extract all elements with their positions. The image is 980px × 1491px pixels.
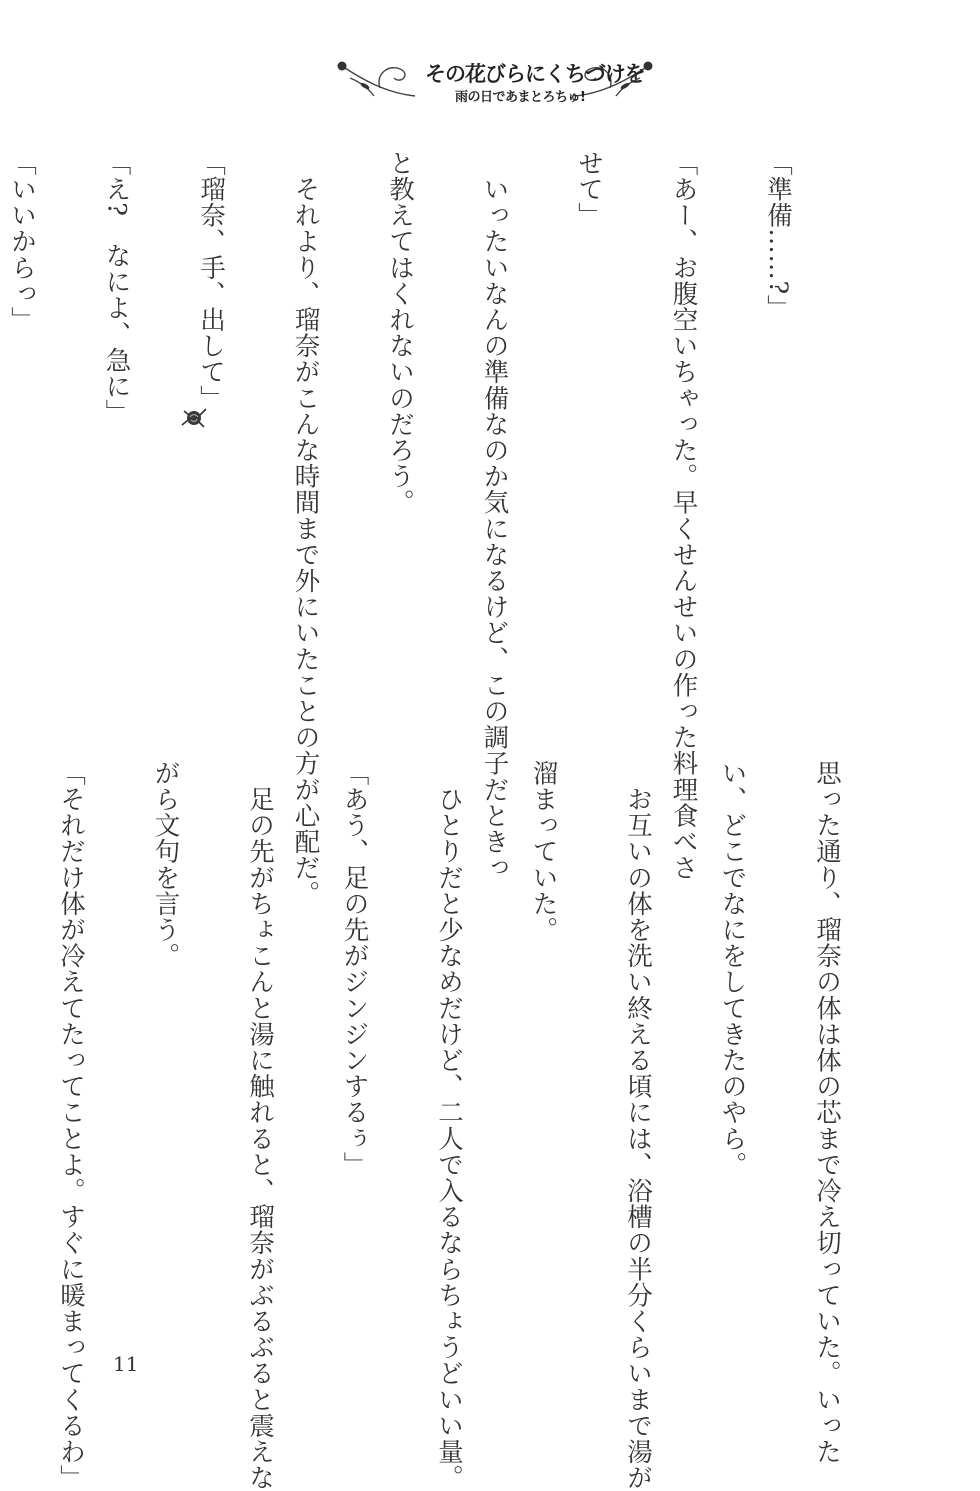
text-column: 「あう、足の先がジンジンするぅ」 — [339, 760, 370, 1178]
text-column: いったいなんの準備なのか気になるけど、この調子だときっ — [479, 150, 510, 881]
text-column: せて」 — [574, 150, 604, 229]
text-column: ひとりだと少なめだけど、二人で入るならちょうどいい量。 — [434, 760, 464, 1491]
rose-left-icon — [338, 62, 347, 71]
text-column: 「え? なによ、急に」 — [101, 150, 132, 426]
text-column: 足の先がちょこんと湯に触れると、瑠奈がぶるぶると震えな — [245, 760, 275, 1491]
text-column: 思った通り、瑠奈の体は体の芯まで冷え切っていた。いった — [812, 760, 842, 1465]
text-column: 「準備……?」 — [763, 150, 793, 321]
text-column: と教えてはくれないのだろう。 — [385, 150, 415, 516]
text-column: 溜まっていた。 — [528, 760, 559, 943]
rose-right-icon — [644, 62, 653, 71]
text-column: 「いいからっ」 — [7, 150, 37, 333]
text-column: がら文句を言う。 — [150, 760, 181, 969]
text-column: それより、瑠奈がこんな時間まで外にいたことの方が心配だ。 — [290, 150, 321, 907]
text-column: い、どこでなにをしてきたのやら。 — [717, 760, 748, 1178]
rose-icon — [180, 405, 208, 431]
text-column: 「あー、お腹空いちゃった。早くせんせいの作った料理食べさ — [668, 150, 699, 881]
chapter-header — [330, 48, 660, 108]
page-number: 11 — [113, 1352, 139, 1376]
chapter-title: その花びらにくちづけを — [425, 62, 645, 86]
text-column: お互いの体を洗い終える頃には、浴槽の半分くらいまで湯が — [623, 760, 653, 1491]
text-column: 「瑠奈、手、出して」 — [196, 150, 226, 411]
chapter-subtitle: 雨の日であまとろちゅ! — [455, 90, 586, 105]
text-column: 「それだけ体が冷えてたってことよ。すぐに暖まってくるわ」 — [56, 760, 86, 1491]
